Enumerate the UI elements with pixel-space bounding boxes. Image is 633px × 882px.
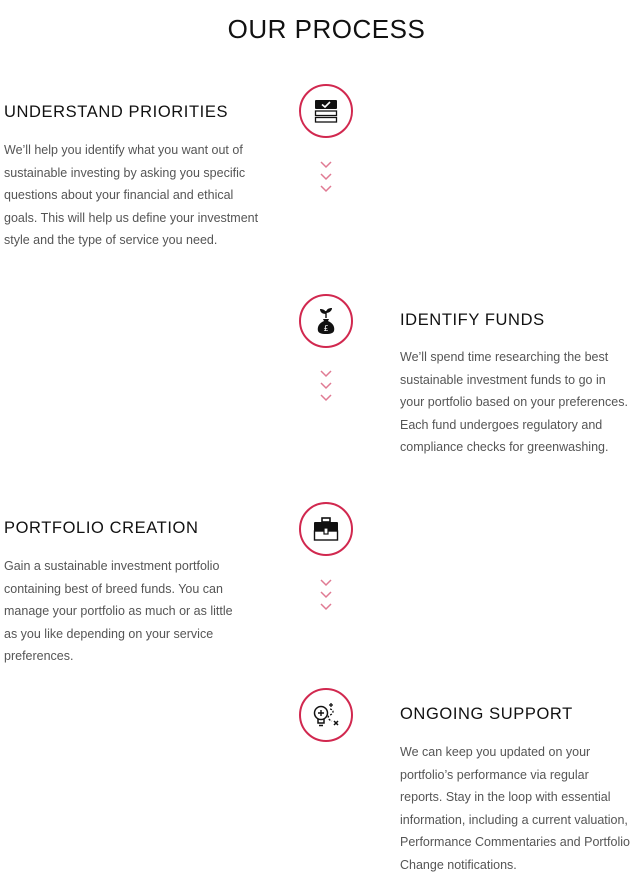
step-4-heading: ONGOING SUPPORT <box>400 705 573 723</box>
step-1-chevrons <box>319 159 333 195</box>
step-2-description: We’ll spend time researching the best sustainable investment funds to go in your portfolio based on your preferences. Each fund undergoes regulatory and compliance checks for greenwashing. <box>400 350 628 454</box>
step-3-chevrons <box>319 577 333 613</box>
step-3-description: Gain a sustainable investment portfolio containing best of breed funds. You can manage your portfolio as much or as little as you like depending on your service preferences. <box>4 559 233 663</box>
page-title: OUR PROCESS <box>227 14 426 44</box>
lightbulb-strategy-icon <box>299 688 353 742</box>
step-4-description: We can keep you updated on your portfolio’s performance via regular reports. Stay in the loop with essential information, including a current valuation, Performance Commentaries and Portfolio Change notifications. <box>400 745 630 872</box>
svg-text:£: £ <box>323 324 329 333</box>
step-3-heading: PORTFOLIO CREATION <box>4 519 199 537</box>
briefcase-icon <box>299 502 353 556</box>
step-2-heading: IDENTIFY FUNDS <box>400 311 545 329</box>
money-bag-plant-icon <box>299 294 353 348</box>
step-2-chevrons <box>319 368 333 404</box>
checklist-icon <box>299 84 353 138</box>
step-1-heading: UNDERSTAND PRIORITIES <box>4 103 229 121</box>
step-1-description: We’ll help you identify what you want out of sustainable investing by asking you specific questions about your financial and ethical goals. This will help us define your investment style and the type of service you need. <box>4 143 259 247</box>
